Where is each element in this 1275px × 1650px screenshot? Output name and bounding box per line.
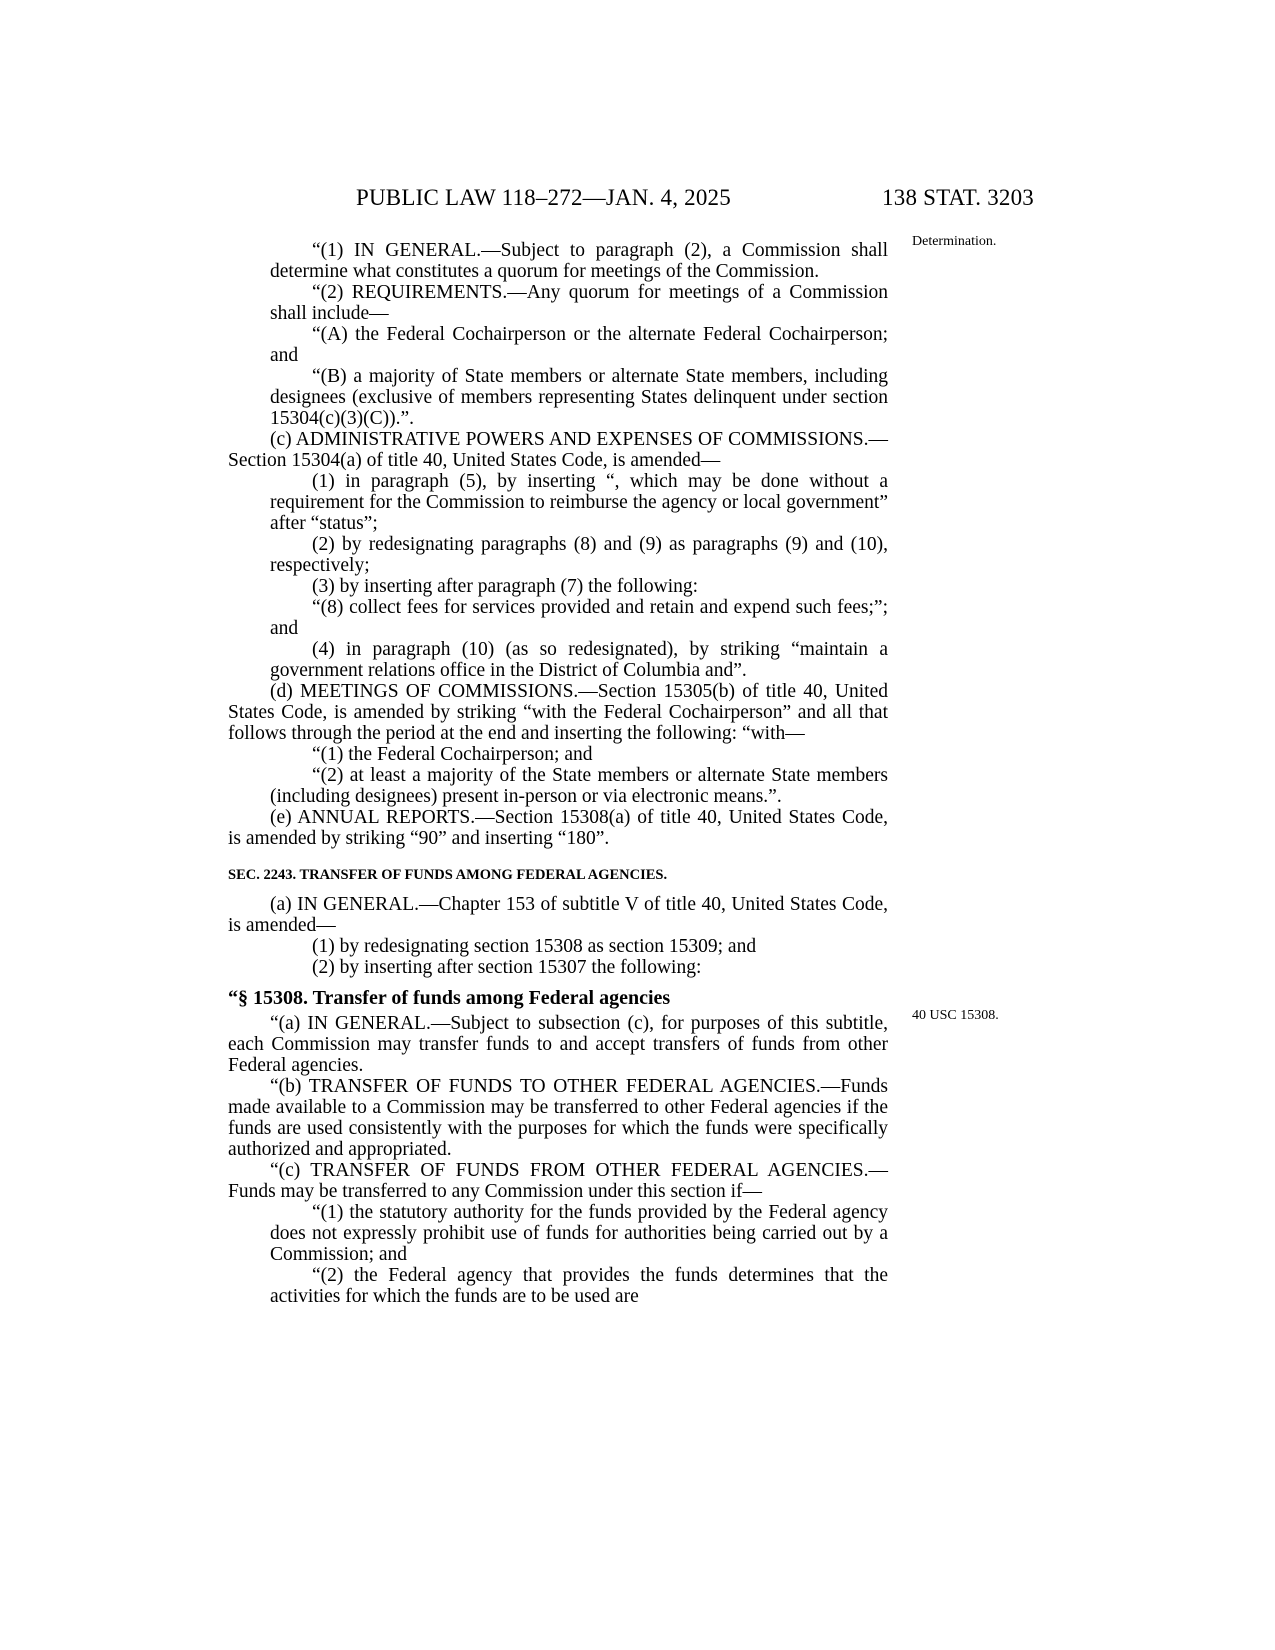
paragraph: “(B) a majority of State members or alternate State members, including designees (exclusive of members representing States delinquent under section 15304(c)(3)(C)).”. [270, 366, 888, 429]
running-header [226, 185, 1034, 219]
paragraph: (2) by inserting after section 15307 the following: [312, 957, 702, 978]
paragraph: “(1) IN GENERAL.—Subject to paragraph (2), a Commission shall determine what constitutes a quorum for meetings of the Commission. [270, 240, 888, 282]
document-body [228, 240, 888, 1307]
usc-section-heading: “§ 15308. Transfer of funds among Federal agencies [228, 987, 671, 1009]
paragraph: “(b) TRANSFER OF FUNDS TO OTHER FEDERAL AGENCIES.—Funds made available to a Commission may be transferred to other Federal agencies if the funds are used consistently with the purposes for which the funds were specifically authorized and appropriated. [228, 1076, 888, 1160]
paragraph: (1) by redesignating section 15308 as section 15309; and [312, 936, 757, 957]
paragraph: “(1) the statutory authority for the funds provided by the Federal agency does not expressly prohibit use of funds for authorities being carried out by a Commission; and [270, 1202, 888, 1265]
margin-note-usc: 40 USC 15308. [912, 1008, 999, 1023]
margin-note-determination: Determination. [912, 234, 997, 249]
paragraph: (2) by redesignating paragraphs (8) and (9) as paragraphs (9) and (10), respectively; [270, 534, 888, 576]
paragraph: (1) in paragraph (5), by inserting “, which may be done without a requirement for the Commission to reimburse the agency or local government” after “status”; [270, 471, 888, 534]
paragraph: “(A) the Federal Cochairperson or the alternate Federal Cochairperson; and [270, 324, 888, 366]
paragraph: “(c) TRANSFER OF FUNDS FROM OTHER FEDERAL AGENCIES.—Funds may be transferred to any Commission under this section if— [228, 1160, 888, 1202]
section-heading: SEC. 2243. TRANSFER OF FUNDS AMONG FEDERAL AGENCIES. [228, 867, 668, 883]
paragraph: “(2) the Federal agency that provides the funds determines that the activities for which the funds are to be used are [270, 1265, 888, 1307]
paragraph: “(8) collect fees for services provided and retain and expend such fees;”; and [270, 597, 888, 639]
paragraph: “(a) IN GENERAL.—Subject to subsection (c), for purposes of this subtitle, each Commission may transfer funds to and accept transfers of funds from other Federal agencies. [228, 1013, 888, 1076]
paragraph: (c) ADMINISTRATIVE POWERS AND EXPENSES OF COMMISSIONS.—Section 15304(a) of title 40, United States Code, is amended— [228, 429, 888, 471]
paragraph: (3) by inserting after paragraph (7) the following: [312, 576, 699, 597]
paragraph: “(1) the Federal Cochairperson; and [312, 744, 593, 765]
header-title: PUBLIC LAW 118–272—JAN. 4, 2025 [356, 185, 731, 210]
paragraph: “(2) at least a majority of the State members or alternate State members (including designees) present in-person or via electronic means.”. [270, 765, 888, 807]
paragraph: (4) in paragraph (10) (as so redesignated), by striking “maintain a government relations office in the District of Columbia and”. [270, 639, 888, 681]
page-number: 138 STAT. 3203 [882, 185, 1034, 210]
paragraph: “(2) REQUIREMENTS.—Any quorum for meetings of a Commission shall include— [270, 282, 888, 324]
paragraph: (e) ANNUAL REPORTS.—Section 15308(a) of title 40, United States Code, is amended by striking “90” and inserting “180”. [228, 807, 888, 849]
paragraph: (d) MEETINGS OF COMMISSIONS.—Section 15305(b) of title 40, United States Code, is amended by striking “with the Federal Cochairperson” and all that follows through the period at the end and inserting the following: “with— [228, 681, 888, 744]
paragraph: (a) IN GENERAL.—Chapter 153 of subtitle V of title 40, United States Code, is amended— [228, 894, 888, 936]
